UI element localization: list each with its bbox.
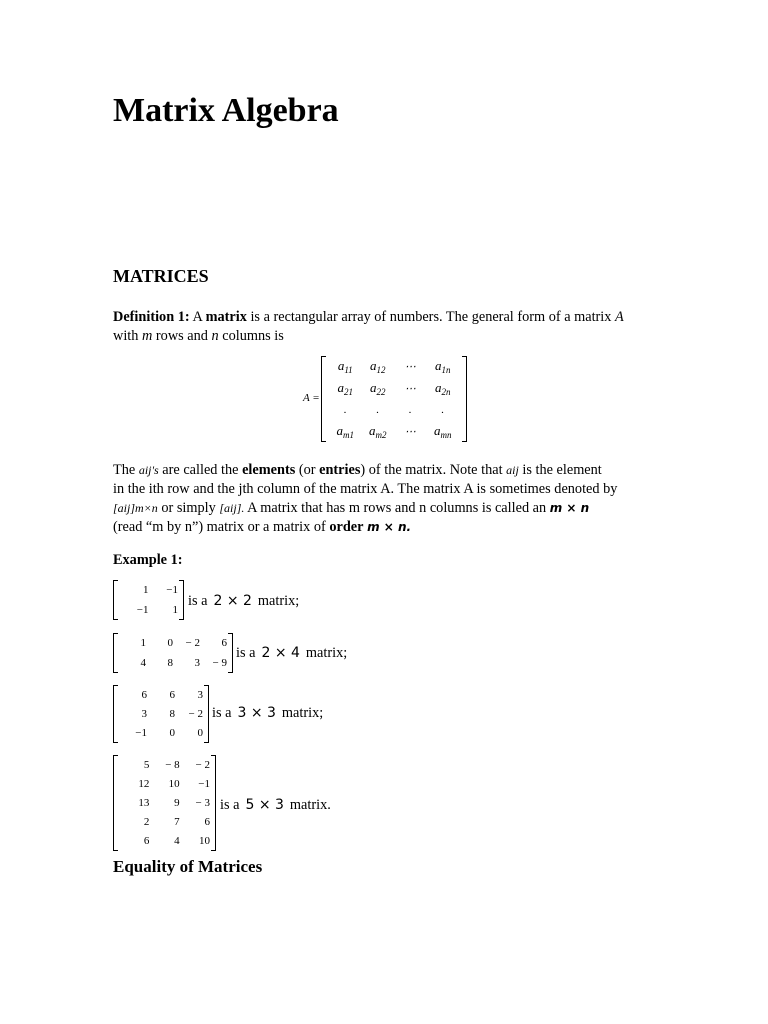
matrix-cell: 8 xyxy=(167,657,173,669)
matrix-cell: . xyxy=(376,403,380,416)
var-m: m xyxy=(142,328,153,344)
text: is a rectangular array of numbers. The general form of a matrix xyxy=(250,309,612,325)
matrix-cell: −1 xyxy=(166,584,178,596)
matrix-cell: ⋯ xyxy=(404,382,416,395)
matrix-cell: 1 xyxy=(143,584,149,596)
example-matrix-3 xyxy=(113,685,209,743)
text: rows and xyxy=(155,328,208,344)
example-matrix-4 xyxy=(113,755,216,851)
text: is a xyxy=(236,645,256,661)
text: is a xyxy=(212,705,232,721)
example-3-label xyxy=(212,705,323,722)
matrix-cell: $a_{12}$ xyxy=(370,358,386,376)
matrix-cell: 0 xyxy=(197,727,203,740)
matrix-cell: 5 xyxy=(143,758,150,771)
elements-line-3 xyxy=(113,498,589,518)
matrix-cell: ⋯ xyxy=(404,425,416,438)
text: with xyxy=(113,328,139,344)
text: are called the xyxy=(162,462,239,478)
general-matrix xyxy=(321,356,467,442)
text: or simply xyxy=(161,500,216,516)
section-heading: MATRICES xyxy=(113,266,209,286)
matrix-cell: $a_{mn}$ xyxy=(434,422,452,440)
matrix-cell: . xyxy=(441,403,445,416)
matrix-cell: 12 xyxy=(138,777,150,790)
definition-line-2 xyxy=(113,326,284,346)
text: matrix. xyxy=(289,797,331,813)
term-order: order xyxy=(329,519,364,535)
elements-line-1 xyxy=(113,460,602,480)
matrix-cell: ⋯ xyxy=(404,361,416,374)
aij-symbol: aij xyxy=(506,463,519,477)
term-matrix: matrix xyxy=(205,309,247,325)
matrix-cell: −1 xyxy=(198,777,210,790)
matrix-cell: 3 xyxy=(197,688,203,701)
text: matrix; xyxy=(257,593,300,609)
matrix-cell: . xyxy=(408,403,412,416)
matrix-cell: 3 xyxy=(141,707,147,720)
matrix-cell: 10 xyxy=(199,835,210,848)
aij-s-symbol: aij's xyxy=(138,463,159,477)
page-title: Matrix Algebra xyxy=(113,92,339,129)
dimension: 3 × 3 xyxy=(237,705,276,721)
dimension: 2 × 2 xyxy=(213,593,252,609)
example-label: Example 1: xyxy=(113,552,183,568)
text: matrix; xyxy=(281,705,324,721)
matrix-cell: 13 xyxy=(138,796,150,809)
matrix-cell: 6 xyxy=(204,816,210,829)
example-matrix-1 xyxy=(113,580,184,620)
matrix-cell: 10 xyxy=(168,777,180,790)
term-elements: elements xyxy=(242,462,296,478)
matrix-cell: $a_{m1}$ xyxy=(336,422,354,440)
matrix-cell: − 2 xyxy=(188,707,203,720)
elements-line-2: in the ith row and the jth column of the matrix A. The matrix A is sometimes denoted by xyxy=(113,481,618,497)
matrix-cell: 2 xyxy=(143,816,150,829)
matrix-cell: − 9 xyxy=(212,657,227,669)
text: ) of the matrix. Note that xyxy=(360,462,503,478)
text: is a xyxy=(188,593,208,609)
matrix-cell: . xyxy=(343,403,347,416)
text: A matrix that has m rows and n columns is called an xyxy=(247,500,547,516)
dimension: 5 × 3 xyxy=(245,797,284,813)
matrix-cell: −1 xyxy=(135,727,147,740)
definition-label: Definition 1: xyxy=(113,309,190,325)
definition-line-1 xyxy=(113,307,624,327)
matrix-cell: $a_{22}$ xyxy=(370,379,386,397)
matrix-cell: − 8 xyxy=(165,758,180,771)
bracket-simple-symbol: [aij]. xyxy=(219,501,245,515)
example-1-label xyxy=(188,593,299,610)
dimension: 2 × 4 xyxy=(261,645,300,661)
matrix-cell: $a_{1n}$ xyxy=(435,358,451,376)
elements-line-4 xyxy=(113,517,411,537)
matrix-cell: 8 xyxy=(169,707,175,720)
matrix-cell: $a_{21}$ xyxy=(337,379,353,397)
text: (or xyxy=(298,462,316,478)
text: is a xyxy=(220,797,240,813)
text: matrix; xyxy=(305,645,348,661)
matrix-cell: 1 xyxy=(172,604,178,616)
matrix-cell: 0 xyxy=(167,637,173,649)
text: is the element xyxy=(522,462,602,478)
matrix-cell: 1 xyxy=(140,637,146,649)
matrix-cell: −1 xyxy=(136,604,149,616)
var-a: A xyxy=(615,309,624,325)
matrix-cell: − 3 xyxy=(195,796,210,809)
text: The xyxy=(113,462,136,478)
text: columns is xyxy=(222,328,284,344)
matrix-cell: 0 xyxy=(169,727,175,740)
matrix-cell: 6 xyxy=(169,688,175,701)
matrix-cell: $a_{m2}$ xyxy=(369,422,387,440)
matrix-lhs: A = xyxy=(303,392,320,404)
matrix-cell: − 2 xyxy=(185,637,200,649)
matrix-cell: 6 xyxy=(141,688,147,701)
matrix-cell: 4 xyxy=(174,835,180,848)
term-entries: entries xyxy=(319,462,361,478)
subsection-heading: Equality of Matrices xyxy=(113,857,263,876)
matrix-cell: − 2 xyxy=(195,758,210,771)
mxn-bold-2: m × n. xyxy=(367,520,412,534)
matrix-cell: 3 xyxy=(194,657,200,669)
matrix-cell: $a_{11}$ xyxy=(337,358,353,376)
var-n: n xyxy=(211,328,219,344)
example-matrix-2 xyxy=(113,633,233,673)
matrix-cell: 9 xyxy=(174,796,180,809)
example-2-label xyxy=(236,645,347,662)
mxn-bold: m × n xyxy=(549,501,590,515)
matrix-cell: 7 xyxy=(174,816,180,829)
matrix-cell: $a_{2n}$ xyxy=(435,379,451,397)
matrix-cell: 6 xyxy=(143,835,150,848)
example-4-label xyxy=(220,797,331,814)
text: A xyxy=(192,309,202,325)
matrix-cell: 6 xyxy=(221,637,227,649)
matrix-cell: 4 xyxy=(140,657,146,669)
text: (read “m by n”) matrix or a matrix of xyxy=(113,519,326,535)
bracket-full-symbol: [aij]m×n xyxy=(113,501,158,515)
